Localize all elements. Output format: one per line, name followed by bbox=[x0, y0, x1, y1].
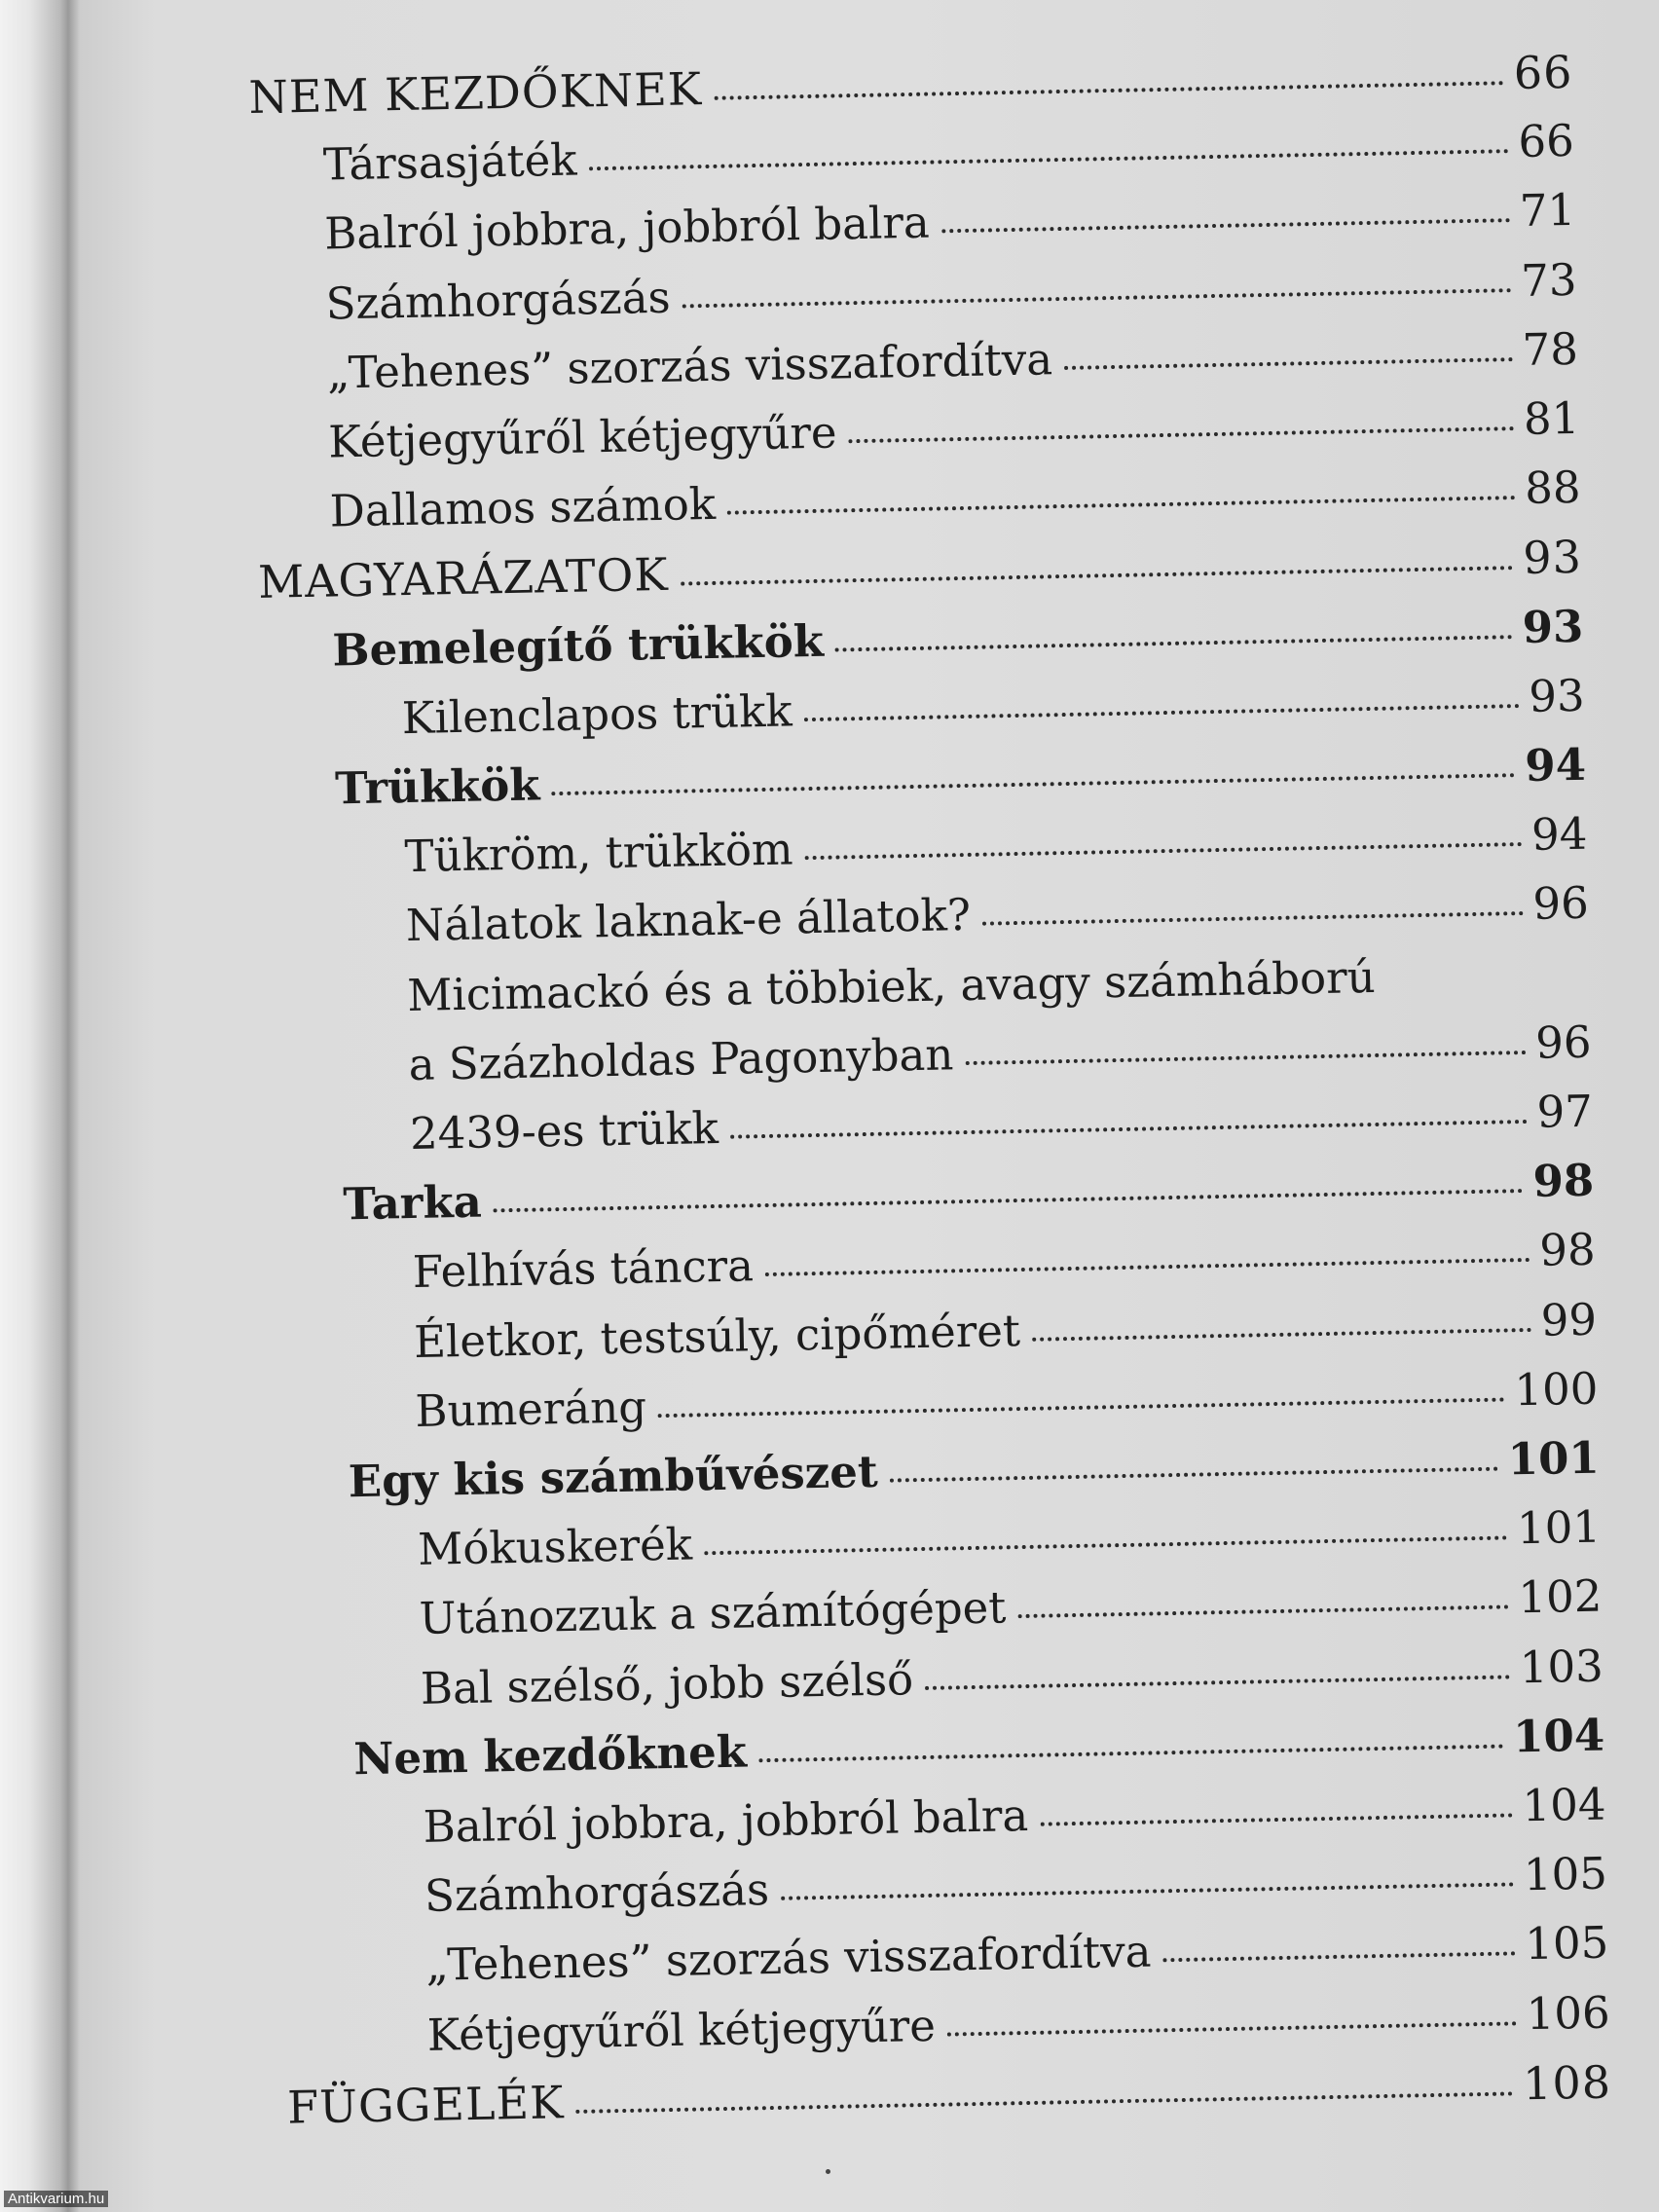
toc-entry-page: 104 bbox=[1522, 1778, 1606, 1832]
toc-entry-page: 73 bbox=[1520, 253, 1577, 307]
toc-entry-title: Bal szélső, jobb szélső bbox=[420, 1652, 914, 1714]
toc-entry bbox=[353, 1706, 1605, 1788]
toc-entry bbox=[335, 736, 1587, 819]
dot-leader bbox=[947, 2021, 1517, 2036]
toc-entry-title: Mókuskerék bbox=[417, 1518, 693, 1576]
toc-entry-title: Egy kis számbűvészet bbox=[348, 1445, 879, 1508]
dot-leader bbox=[925, 1675, 1510, 1690]
toc-entry-page: 99 bbox=[1540, 1293, 1598, 1346]
toc-entry-page: 101 bbox=[1507, 1431, 1601, 1486]
toc-entry-title: „Tehenes” szorzás visszafordítva bbox=[326, 332, 1053, 399]
dot-leader bbox=[781, 1883, 1514, 1900]
dot-leader bbox=[1064, 357, 1513, 370]
toc-entry-title: Számhorgászás bbox=[424, 1863, 770, 1923]
toc-entry-title: Tükröm, trükköm bbox=[404, 823, 794, 883]
dot-leader bbox=[576, 2091, 1514, 2113]
toc-entry bbox=[423, 1776, 1606, 1857]
dot-leader bbox=[1163, 1952, 1516, 1963]
toc-entry-title: Balról jobbra, jobbról balra bbox=[423, 1788, 1029, 1853]
toc-entry-title: Dallamos számok bbox=[329, 478, 717, 537]
toc-entry bbox=[404, 805, 1588, 886]
toc-entry-title: Micimackó és a többiek, avagy számháború bbox=[406, 950, 1377, 1021]
toc-entry bbox=[424, 1845, 1608, 1926]
toc-entry-title: Bemelegítő trükkök bbox=[331, 614, 825, 677]
toc-entry-title: FÜGGELÉK bbox=[286, 2075, 565, 2134]
toc-entry-page: 94 bbox=[1530, 807, 1588, 862]
toc-entry bbox=[420, 1637, 1604, 1717]
dot-leader bbox=[805, 842, 1523, 860]
dot-leader bbox=[1040, 1813, 1513, 1825]
toc-entry-page: 66 bbox=[1517, 115, 1575, 168]
toc-entry-page: 93 bbox=[1528, 669, 1586, 722]
toc-entry-page: 93 bbox=[1522, 600, 1584, 653]
toc-entry-title: NEM KEZDŐKNEK bbox=[248, 62, 703, 124]
dot-leader bbox=[804, 704, 1520, 721]
dot-leader bbox=[965, 1051, 1526, 1065]
dot-leader bbox=[681, 567, 1514, 586]
toc-entry-page: 78 bbox=[1522, 322, 1579, 376]
dot-leader bbox=[765, 1258, 1530, 1276]
dot-leader bbox=[589, 149, 1509, 170]
toc-entry bbox=[425, 1914, 1609, 1995]
toc-entry-page: 88 bbox=[1524, 461, 1582, 515]
toc-entry bbox=[414, 1290, 1598, 1371]
toc-entry-page: 98 bbox=[1538, 1224, 1597, 1277]
toc-entry bbox=[328, 389, 1580, 472]
toc-entry bbox=[419, 1567, 1603, 1648]
dot-leader bbox=[1032, 1328, 1531, 1342]
toc-entry-page: 101 bbox=[1516, 1500, 1602, 1555]
toc-entry-title: Életkor, testsúly, cipőméret bbox=[413, 1304, 1021, 1368]
toc-entry-title: Nálatok laknak-e állatok? bbox=[405, 889, 972, 952]
toc-entry-title: Kilenclapos trükk bbox=[401, 684, 793, 744]
toc-entry bbox=[418, 1498, 1602, 1579]
dot-leader bbox=[758, 1744, 1503, 1762]
toc-entry bbox=[248, 43, 1573, 127]
toc-entry-title: a Százholdas Pagonyban bbox=[408, 1028, 954, 1090]
toc-entry-page: 105 bbox=[1523, 1847, 1608, 1901]
toc-entry bbox=[401, 667, 1585, 748]
dot-leader bbox=[1017, 1605, 1508, 1619]
toc-entry-page: 96 bbox=[1534, 1015, 1592, 1069]
dot-leader bbox=[714, 81, 1504, 100]
toc-entry bbox=[332, 597, 1584, 680]
dot-leader bbox=[704, 1536, 1507, 1556]
toc-entry-page: 96 bbox=[1531, 877, 1590, 931]
toc-entry-page: 103 bbox=[1519, 1640, 1604, 1693]
toc-entry-page: 97 bbox=[1536, 1085, 1594, 1138]
dot-leader bbox=[658, 1397, 1505, 1418]
toc-entry bbox=[325, 250, 1577, 333]
toc-entry-title: Trükkök bbox=[334, 758, 540, 815]
toc-entry bbox=[258, 528, 1583, 611]
toc-entry-page: 104 bbox=[1512, 1709, 1605, 1763]
toc-entry-page: 98 bbox=[1532, 1154, 1595, 1208]
toc-entry-page: 106 bbox=[1526, 1986, 1611, 2040]
toc-entry-title: Utánozzuk a számítógépet bbox=[419, 1581, 1007, 1645]
toc-entry bbox=[408, 1014, 1592, 1094]
toc-entry-title: Balról jobbra, jobbról balra bbox=[323, 196, 931, 260]
toc-entry bbox=[412, 1221, 1596, 1302]
dot-leader bbox=[682, 288, 1512, 308]
toc-entry bbox=[405, 874, 1589, 955]
dot-leader bbox=[982, 911, 1524, 926]
toc-entry bbox=[348, 1429, 1600, 1512]
toc-entry-page: 93 bbox=[1522, 531, 1583, 585]
dot-leader bbox=[494, 1189, 1524, 1212]
toc-entry-title: Kétjegyűről kétjegyűre bbox=[426, 1999, 937, 2061]
dot-leader bbox=[835, 635, 1513, 651]
toc-entry-title: „Tehenes” szorzás visszafordítva bbox=[424, 1925, 1152, 1992]
toc-entry bbox=[324, 181, 1576, 264]
watermark: Antikvarium.hu bbox=[4, 2191, 108, 2207]
toc-entry-page: 105 bbox=[1524, 1916, 1609, 1971]
dot-leader bbox=[727, 496, 1515, 515]
toc-entry-page: 100 bbox=[1513, 1362, 1599, 1417]
toc-entry-title: Számhorgászás bbox=[325, 271, 672, 330]
toc-entry bbox=[407, 943, 1591, 1024]
dot-leader bbox=[730, 1120, 1528, 1139]
toc-entry-page: 71 bbox=[1519, 184, 1576, 238]
toc-entry bbox=[415, 1359, 1599, 1440]
toc-entry-page: 81 bbox=[1523, 391, 1580, 445]
toc-entry bbox=[326, 320, 1578, 403]
toc-entry bbox=[329, 459, 1581, 541]
toc-entry-page: 108 bbox=[1522, 2055, 1612, 2111]
toc-entry bbox=[409, 1083, 1593, 1163]
toc-entry bbox=[426, 1983, 1610, 2064]
dot-leader bbox=[941, 219, 1510, 234]
toc-entry bbox=[343, 1152, 1595, 1235]
dot-leader bbox=[552, 773, 1516, 795]
toc-entry-title: MAGYARÁZATOK bbox=[257, 548, 670, 609]
page-mark bbox=[826, 2169, 830, 2174]
toc-entry bbox=[322, 112, 1574, 195]
toc-entry-title: Társasjáték bbox=[322, 133, 578, 191]
toc-entry-title: Tarka bbox=[342, 1175, 483, 1231]
toc-entry-title: Felhívás táncra bbox=[412, 1239, 755, 1299]
toc-entry-page: 94 bbox=[1524, 738, 1587, 792]
toc-entry-title: Nem kezdőknek bbox=[352, 1725, 748, 1786]
dot-leader bbox=[849, 426, 1515, 443]
dot-leader bbox=[890, 1467, 1498, 1483]
toc-entry-title: Bumeráng bbox=[415, 1381, 647, 1437]
toc-entry-title: Kétjegyűről kétjegyűre bbox=[327, 406, 837, 468]
toc-entry-page: 66 bbox=[1513, 45, 1573, 100]
table-of-contents bbox=[248, 43, 1612, 2134]
toc-entry-title: 2439-es trükk bbox=[409, 1101, 719, 1161]
toc-entry-page: 102 bbox=[1517, 1569, 1603, 1624]
toc-entry bbox=[287, 2052, 1612, 2136]
